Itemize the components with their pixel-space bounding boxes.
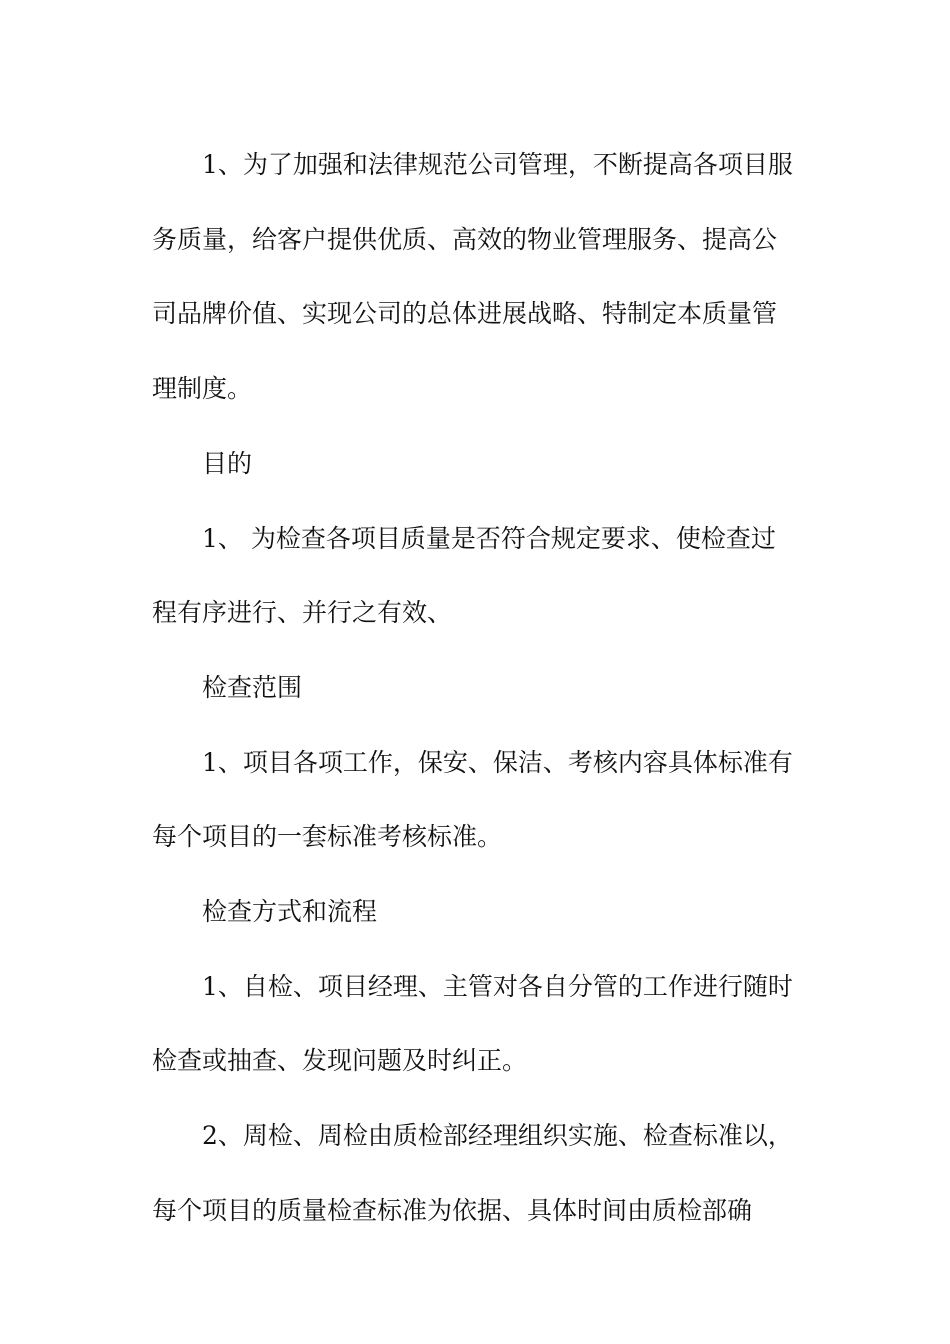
text-line: 理制度。	[152, 374, 253, 404]
text-line: 每个项目的一套标准考核标准。	[152, 822, 503, 852]
heading-line: 检查方式和流程	[202, 897, 378, 927]
paragraph-objective	[152, 502, 812, 651]
heading-line: 检查范围	[202, 672, 303, 702]
document-body	[152, 128, 812, 1249]
text-line: 检查或抽查、发现问题及时纠正。	[152, 1046, 528, 1076]
text-line: 程有序进行、并行之有效、	[152, 598, 453, 628]
text-line: 1、为了加强和法律规范公司管理，不断提高各项目服	[202, 150, 793, 179]
text-line: 1、项目各项工作，保安、保洁、考核内容具体标准有	[202, 747, 793, 777]
heading-line: 目的	[202, 448, 253, 478]
text-line: 1、自检、项目经理、主管对各自分管的工作进行随时	[202, 971, 793, 1001]
text-line: 每个项目的质量检查标准为依据、具体时间由质检部确	[152, 1195, 753, 1225]
paragraph-scope	[152, 726, 812, 875]
text-line: 2、周检、周检由质检部经理组织实施、检查标准以，	[202, 1121, 793, 1151]
text-line: 务质量，给客户提供优质、高效的物业管理服务、提高公	[152, 224, 778, 254]
text-line: 司品牌价值、实现公司的总体进展战略、特制定本质量管	[152, 299, 778, 329]
text-line: 1、 为检查各项目质量是否符合规定要求、使检查过	[202, 523, 776, 553]
paragraph-self-check	[152, 950, 812, 1099]
paragraph-weekly-check	[152, 1099, 812, 1248]
section-heading-objective	[152, 427, 812, 502]
section-heading-scope	[152, 651, 812, 726]
paragraph-purpose-statement	[152, 128, 812, 427]
section-heading-method	[152, 875, 812, 950]
